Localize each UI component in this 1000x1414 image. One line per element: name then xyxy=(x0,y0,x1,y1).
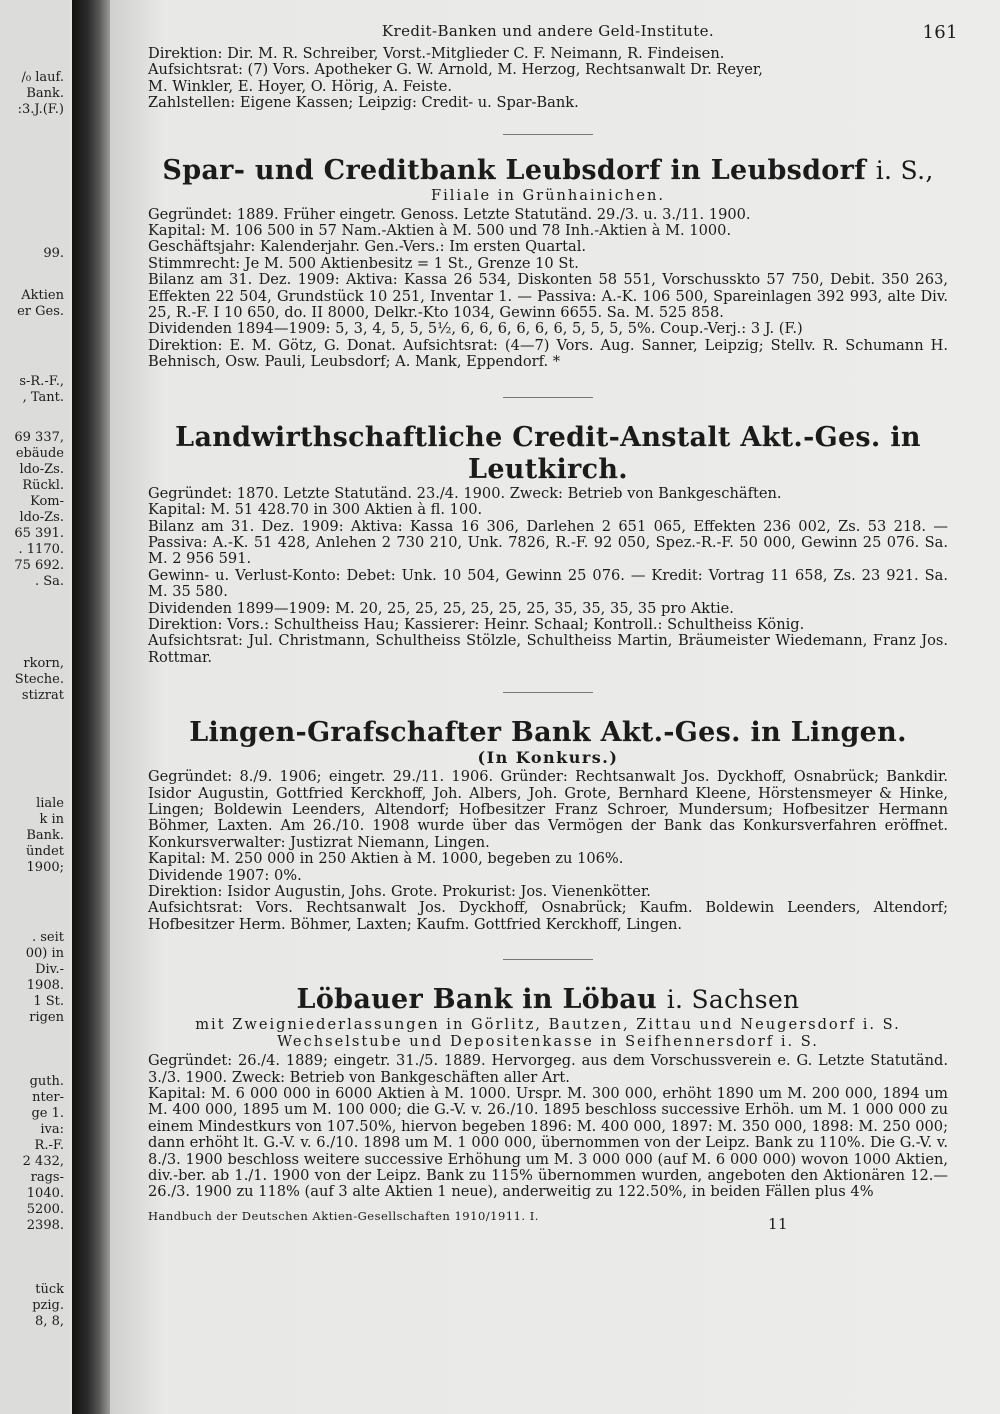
fragment-text: ge 1. xyxy=(31,1106,64,1121)
section-divider xyxy=(503,134,593,135)
entry-line: Dividenden 1899—1909: M. 20, 25, 25, 25, 25, 25, 25, 35, 35, 35, 35 pro Aktie. xyxy=(148,599,734,617)
fragment-text: guth. xyxy=(29,1074,64,1089)
fragment-text: ebäude xyxy=(15,446,64,461)
book-page xyxy=(110,0,1000,1414)
entry-line: Bilanz am 31. Dez. 1909: Aktiva: Kassa 26 534, Diskonten 58 551, Vorschusskto 57 750, Debit. 350 263, Effekten 22 504, Grundstück 10 251, Inventar 1. — Passiva: A.-K. 106 500, Spareinlagen 392 993, alte Div. 25, R.-F. I 10 650, do. II 8000, Delkr.-Kto 1034, Gewinn 6655. Sa. M. 525 858. xyxy=(148,271,948,322)
fragment-text: 69 337, xyxy=(14,430,64,445)
top-entry-line: Aufsichtsrat: (7) Vors. Apotheker G. W. Arnold, M. Herzog, Rechtsanwalt Dr. Reyer, xyxy=(148,61,763,79)
fragment-text: nter- xyxy=(32,1090,64,1105)
fragment-text: . Sa. xyxy=(34,574,64,589)
fragment-text: iva: xyxy=(40,1122,64,1137)
section-divider xyxy=(503,959,593,960)
entry-line: Direktion: E. M. Götz, G. Donat. Aufsichtsrat: (4—7) Vors. Aug. Sanner, Leipzig; Stellv. R. Schumann H. Behnisch, Osw. Pauli, Leubsdorf; A. Mank, Eppendorf. * xyxy=(148,336,948,371)
entry-title xyxy=(148,155,948,187)
entry-subtitle: mit Zweigniederlassungen in Görlitz, Bautzen, Zittau und Neugersdorf i. S. Wechselstube und Depositenkasse in Seifhennersdorf i. S. xyxy=(195,1016,901,1051)
signature-mark: 11 xyxy=(768,1214,789,1233)
entry-line: Gegründet: 1889. Früher eingetr. Genoss. Letzte Statutänd. 29./3. u. 3./11. 1900. xyxy=(148,205,751,223)
entry-title xyxy=(148,984,948,1016)
fragment-text: :3.J.(F.) xyxy=(17,102,64,117)
entry-line: Kapital: M. 106 500 in 57 Nam.-Aktien à M. 500 und 78 Inh.-Aktien à M. 1000. xyxy=(148,222,732,240)
fragment-text: liale xyxy=(36,796,64,811)
top-entry-line: Zahlstellen: Eigene Kassen; Leipzig: Credit- u. Spar-Bank. xyxy=(148,94,579,112)
fragment-text: 2398. xyxy=(26,1218,64,1233)
entry-title-tail: i. Sachsen xyxy=(666,985,800,1015)
fragment-text: ldo-Zs. xyxy=(19,462,64,477)
fragment-text: 1040. xyxy=(26,1186,64,1201)
entry-line: Gegründet: 8./9. 1906; eingetr. 29./11. 1906. Gründer: Rechtsanwalt Jos. Dyckhoff, Osnabrück; Bankdir. Isidor Augustin, Gottfried Kerckhoff, Joh. Albers, Joh. Grote, Bernhard Kleene, Hörstensmeyer & Hinke, Lingen; Boldewin Leenders, Altendorf; Hofbesitzer Franz Schroer, Mundersum; Hofbesitzer Hermann Böhmer, Laxten. Am 26./10. 1908 wurde über das Vermögen der Bank das Konkursverfahren eröffnet. Konkursverwalter: Justizrat Niemann, Lingen. xyxy=(148,768,948,851)
entry-line: Stimmrecht: Je M. 500 Aktienbesitz = 1 St., Grenze 10 St. xyxy=(148,254,579,272)
entry-line: Aufsichtsrat: Vors. Rechtsanwalt Jos. Dyckhoff, Osnabrück; Kaufm. Boldewin Leenders, Altendorf; Hofbesitzer Herm. Böhmer, Laxten; Kaufm. Gottfried Kerckhoff, Lingen. xyxy=(148,899,948,933)
fragment-text: ldo-Zs. xyxy=(19,510,64,525)
fragment-text: . 1170. xyxy=(18,542,64,557)
fragment-text: Bank. xyxy=(26,828,64,843)
fragment-text: R.-F. xyxy=(34,1138,64,1153)
fragment-text: ündet xyxy=(26,844,64,859)
entry-title: Landwirthschaftliche Credit-Anstalt Akt.-Ges. in Leutkirch. xyxy=(175,421,921,485)
fragment-text: 1 St. xyxy=(33,994,64,1009)
entry-line: Geschäftsjahr: Kalenderjahr. Gen.-Vers.: Im ersten Quartal. xyxy=(148,238,586,256)
entry-leubsdorf xyxy=(148,155,948,371)
fragment-text: Rückl. xyxy=(22,478,64,493)
entry-line: Aufsichtsrat: Jul. Christmann, Schultheiss Stölzle, Schultheiss Martin, Bräumeister Wiedemann, Franz Jos. Rottmar. xyxy=(148,632,948,666)
entry-subtitle: (In Konkurs.) xyxy=(477,748,619,768)
fragment-text: 2 432, xyxy=(22,1154,64,1169)
page-footer xyxy=(148,1208,948,1233)
fragment-text: rigen xyxy=(29,1010,64,1025)
fragment-text: Kom- xyxy=(30,494,64,509)
entry-line: Dividenden 1894—1909: 5, 3, 4, 5, 5, 5½, 6, 6, 6, 6, 6, 6, 5, 5, 5, 5%. Coup.-Verj.: 3 J. (F.) xyxy=(148,320,803,338)
previous-page-fragment xyxy=(0,0,70,1414)
entry-loebau xyxy=(148,984,948,1201)
section-divider xyxy=(503,692,593,693)
fragment-text: rags- xyxy=(30,1170,64,1185)
entry-leutkirch xyxy=(148,422,948,666)
entry-line: Bilanz am 31. Dez. 1909: Aktiva: Kassa 16 306, Darlehen 2 651 065, Effekten 236 002, Zs. 53 218. — Passiva: A.-K. 51 428, Anlehen 2 730 210, Unk. 7826, R.-F. 92 050, Spez.-R.-F. 50 000, Gewinn 25 076. Sa. M. 2 956 591. xyxy=(148,517,948,568)
fragment-text: 75 692. xyxy=(14,558,64,573)
page-content xyxy=(148,22,958,1233)
entry-title-main: Spar- und Creditbank Leubsdorf in Leubsdorf xyxy=(162,154,867,186)
entry-title-tail: i. S., xyxy=(875,155,934,185)
fragment-text: er Ges. xyxy=(17,304,64,319)
fragment-text: Div.- xyxy=(35,962,64,977)
imprint: Handbuch der Deutschen Aktien-Gesellschaften 1910/1911. I. xyxy=(148,1208,539,1223)
fragment-text: rkorn, xyxy=(23,656,64,671)
fragment-text: k in xyxy=(39,812,64,827)
fragment-text: Steche. xyxy=(14,672,64,687)
fragment-text: 1900; xyxy=(26,860,64,875)
fragment-text: /₀ lauf. xyxy=(21,70,64,85)
entry-line: Direktion: Isidor Augustin, Johs. Grote. Prokurist: Jos. Vienenkötter. xyxy=(148,883,651,900)
fragment-text: Aktien xyxy=(21,288,64,303)
book-gutter xyxy=(72,0,110,1414)
fragment-text: , Tant. xyxy=(22,390,64,405)
entry-line: Gegründet: 26./4. 1889; eingetr. 31./5. 1889. Hervorgeg. aus dem Vorschussverein e. G. Letzte Statutänd. 3./3. 1900. Zweck: Betrieb von Bankgeschäften aller Art. xyxy=(148,1052,948,1086)
fragment-text: stizrat xyxy=(21,688,64,703)
top-entry xyxy=(148,46,948,112)
entry-line: Gewinn- u. Verlust-Konto: Debet: Unk. 10 504, Gewinn 25 076. — Kredit: Vortrag 11 658, Zs. 23 921. Sa. M. 35 580. xyxy=(148,566,948,601)
fragment-text: 5200. xyxy=(26,1202,64,1217)
top-entry-line: M. Winkler, E. Hoyer, O. Hörig, A. Feiste. xyxy=(148,77,453,95)
running-head xyxy=(148,22,958,46)
entry-title: Lingen-Grafschafter Bank Akt.-Ges. in Lingen. xyxy=(189,717,907,749)
entry-line: Dividende 1907: 0%. xyxy=(148,866,302,884)
fragment-text: pzig. xyxy=(32,1298,64,1313)
page-number: 161 xyxy=(922,22,958,43)
fragment-text: 65 391. xyxy=(14,526,64,541)
top-entry-line: Direktion: Dir. M. R. Schreiber, Vorst.-Mitglieder C. F. Neimann, R. Findeisen. xyxy=(148,45,725,62)
fragment-text: Bank. xyxy=(26,86,64,101)
fragment-text: 99. xyxy=(43,246,64,261)
section-divider xyxy=(503,397,593,398)
entry-line: Kapital: M. 6 000 000 in 6000 Aktien à M. 1000. Urspr. M. 300 000, erhöht 1890 um M. 200 000, 1894 um M. 400 000, 1895 um M. 100 000; die G.-V. v. 26./10. 1895 beschloss successive Erhöh. um M. 1 000 000 zu einem Mindestkurs von 107.50%, hiervon begeben 1896: M. 400 000, 1897: M. 350 000, 1898: M. 250 000; dann erhöht lt. G.-V. v. 6./10. 1898 um M. 1 000 000, übernommen von der Leipz. Bank zu 110%. Die G.-V. v. 8./3. 1900 beschloss weitere successive Erhöhung um M. 3 000 000 (auf M. 6 000 000) wovon 1000 Aktien, div.-ber. ab 1./1. 1900 von der Leipz. Bank zu 115% übernommen wurden, angeboten den Aktionären 12.—26./3. 1900 zu 118% (auf 3 alte Aktien 1 neue), anderweitig zu 122.50%, in beiden Fällen plus 4% xyxy=(148,1085,948,1201)
entry-lingen xyxy=(148,717,948,933)
fragment-text: s-R.-F., xyxy=(19,374,64,389)
entry-line: Direktion: Vors.: Schultheiss Hau; Kassierer: Heinr. Schaal; Kontroll.: Schultheiss König. xyxy=(148,615,805,633)
fragment-text: 00) in xyxy=(25,946,64,961)
entry-subtitle: Filiale in Grünhainichen. xyxy=(431,186,665,204)
fragment-text: 8, 8, xyxy=(35,1314,64,1329)
fragment-text: 1908. xyxy=(26,978,64,993)
entry-line: Gegründet: 1870. Letzte Statutänd. 23./4. 1900. Zweck: Betrieb von Bankgeschäften. xyxy=(148,484,782,502)
entry-line: Kapital: M. 51 428.70 in 300 Aktien à fl. 100. xyxy=(148,501,483,519)
fragment-text: tück xyxy=(35,1282,64,1297)
entry-line: Kapital: M. 250 000 in 250 Aktien à M. 1000, begeben zu 106%. xyxy=(148,850,624,868)
entry-title-main: Löbauer Bank in Löbau xyxy=(296,984,657,1016)
running-title: Kredit-Banken und andere Geld-Institute. xyxy=(381,22,715,40)
fragment-text: . seit xyxy=(31,930,64,945)
